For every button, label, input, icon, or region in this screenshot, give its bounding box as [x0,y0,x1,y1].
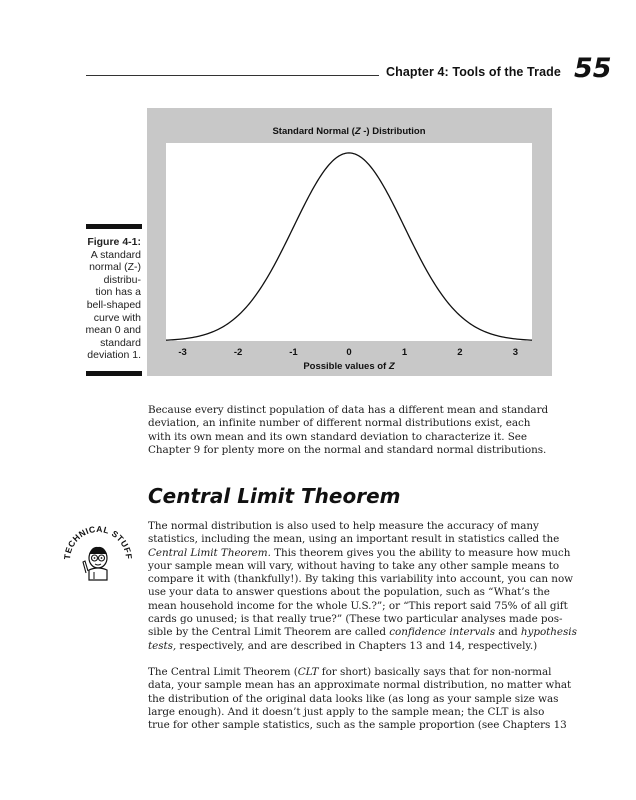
text-run: the distribution of the original data looks like (as long as your sample size was [148,692,559,705]
chart-title: Standard Normal (Z -) Distribution [272,126,426,137]
text-run: for short) basically says that for non-normal [318,666,552,678]
x-tick-label: 1 [401,347,408,358]
text-line [148,573,573,586]
text-line [148,679,572,692]
caption-line: bell-shaped [86,298,141,311]
italic-term: hypothesis [520,626,577,639]
text-line [148,546,571,560]
text-run: data, your sample mean has an approximate normal distribution, no matter what [148,679,572,692]
text-line [148,586,558,599]
text-run: mean household income for the whole U.S.?”; or “This report said 75% of all gift [148,599,568,612]
text-line [148,640,558,653]
paragraph-clt-intro [148,520,577,653]
svg-text:TECHNICAL STUFF: TECHNICAL STUFF [61,523,135,560]
caption-line: standard [100,336,141,349]
chart-panel [147,108,552,376]
caption-bar-top [86,224,142,229]
plot-area [166,143,532,341]
text-line [148,693,558,706]
italic-term: Central Limit Theorem. [148,546,271,559]
text-run: The Central Limit Theorem ( [148,666,298,678]
text-run: true for other sample statistics, such as the sample proportion (see Chapters 13 [148,719,567,732]
text-run: and [494,626,521,639]
text-line: deviation, an infinite number of different normal distributions exist, each [148,417,531,430]
caption-line: deviation 1. [87,349,141,362]
paragraph-intro [148,404,558,457]
caption-line: A standard [90,248,141,261]
text-run: respectively, and are described in Chapters 13 and 14, respectively.) [176,639,538,652]
x-tick-label: 3 [512,347,519,358]
technical-stuff-icon [58,516,138,586]
text-line [148,666,558,679]
section-heading: Central Limit Theorem [148,484,401,508]
text-line: Because every distinct population of data has a different mean and standard [148,404,549,416]
italic-term: confidence intervals [389,626,495,639]
text-line [148,520,558,533]
text-line [148,533,558,546]
figure-caption [70,236,141,362]
text-run: compare it with (thankfully!). By taking this variability into account, you can now [148,573,573,586]
text-run: your sample mean will vary, without having to take any other sample means to [148,559,560,572]
x-tick-label: 2 [457,347,463,358]
text-run: This theorem gives you the ability to measure how much [270,546,571,559]
page-number: 55 [574,53,612,84]
caption-line: curve with [93,311,141,324]
italic-term: tests, [148,639,177,652]
text-line [148,613,563,626]
header-rule [86,75,379,76]
italic-term: CLT [297,666,319,678]
text-line [148,626,577,639]
x-tick-label: -3 [178,347,187,358]
text-line [148,560,558,573]
text-run: sible by the Central Limit Theorem are called [148,626,390,639]
caption-line: tion has a [95,286,141,299]
paragraph-clt-definition [148,666,572,732]
text-line: with its own mean and its own standard deviation to characterize it. See [148,430,527,443]
text-line [148,719,567,732]
caption-line: normal (Z-) [89,261,141,274]
x-axis-label: Possible values of Z [303,361,395,372]
text-run: large enough). And it doesn’t just apply to the sample mean; the CLT is also [148,705,545,718]
text-run: use your data to answer questions about the population, such as “What’s the [148,586,550,599]
x-tick-label: -1 [289,347,298,358]
x-tick-labels [178,347,518,358]
figure-label: Figure 4-1: [87,236,141,248]
caption-line: mean 0 and [85,324,141,337]
normal-distribution-chart [147,108,552,376]
text-run: statistics, including the mean, using an important result in statistics called the [148,533,560,546]
caption-bar-bottom [86,371,142,376]
x-tick-label: -2 [233,347,243,358]
x-tick-label: 0 [346,347,352,358]
text-run: cards go unused; is that really true?” (These two particular analyses made pos- [148,613,563,626]
chapter-title: Chapter 4: Tools of the Trade [386,65,561,79]
text-line [148,706,558,719]
text-run: The normal distribution is also used to help measure the accuracy of many [148,520,539,532]
caption-line: distribu- [103,273,141,286]
text-line: Chapter 9 for plenty more on the normal and standard normal distributions. [148,443,547,456]
text-line [148,599,568,613]
